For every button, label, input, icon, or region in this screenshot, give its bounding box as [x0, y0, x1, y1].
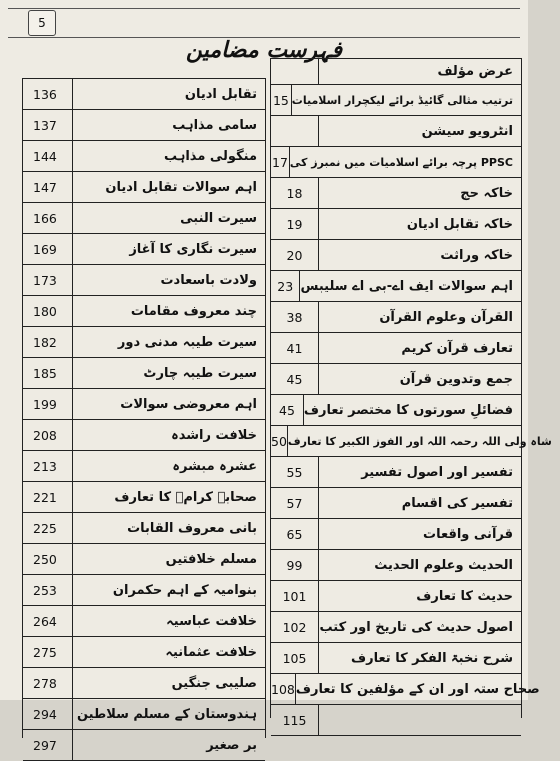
toc-right-column	[270, 58, 552, 728]
page-title: فہرست مضامین	[186, 38, 342, 63]
toc-row	[271, 550, 521, 581]
toc-page-number: 38	[271, 302, 319, 332]
toc-row	[271, 488, 521, 519]
toc-page-number: 275	[23, 637, 73, 667]
toc-row	[23, 389, 265, 420]
toc-topic: صحابہ کرامؓ کا تعارف	[114, 489, 257, 505]
toc-page-number: 278	[23, 668, 73, 698]
toc-page-number: 136	[23, 79, 73, 109]
toc-topic: مسلم خلافتیں	[165, 551, 257, 567]
toc-page-number: 297	[23, 730, 73, 760]
toc-topic: ترتیب مثالی گائیڈ برائے لیکچرار اسلامیات	[291, 93, 513, 107]
toc-row	[271, 643, 521, 674]
toc-page-number: 18	[271, 178, 319, 208]
toc-row	[23, 544, 265, 575]
toc-page-number: 108	[271, 674, 296, 704]
toc-page-number: 264	[23, 606, 73, 636]
toc-page-number: 144	[23, 141, 73, 171]
toc-row	[23, 203, 265, 234]
toc-topic: فضائلِ سورتوں کا مختصر تعارف	[303, 402, 513, 418]
toc-row	[271, 85, 521, 116]
toc-page-number: 180	[23, 296, 73, 326]
toc-row	[271, 271, 521, 302]
toc-page-number: 185	[23, 358, 73, 388]
toc-row	[23, 79, 265, 110]
toc-row	[23, 482, 265, 513]
toc-row	[23, 420, 265, 451]
toc-row	[271, 581, 521, 612]
toc-row	[271, 705, 521, 736]
toc-page-number: 169	[23, 234, 73, 264]
toc-row	[23, 141, 265, 172]
toc-page-number: 137	[23, 110, 73, 140]
toc-topic: انٹرویو سیشن	[421, 123, 513, 139]
toc-topic: صحاح ستہ اور ان کے مؤلفین کا تعارف	[295, 681, 540, 697]
toc-topic: بانی معروف القابات	[127, 520, 257, 536]
toc-page-number: 20	[271, 240, 319, 270]
toc-row	[23, 668, 265, 699]
toc-topic: ہندوستان کے مسلم سلاطین	[76, 706, 257, 722]
toc-topic: خلافت عباسیہ	[166, 613, 257, 629]
toc-row	[23, 451, 265, 482]
toc-topic: شرح نخبۃ الفکر کا تعارف	[351, 650, 513, 666]
toc-topic: سیرت طیبہ چارٹ	[143, 365, 257, 381]
toc-page-number: 19	[271, 209, 319, 239]
toc-topic: تفسیر اور اصول تفسیر	[361, 464, 513, 480]
toc-topic: بر صغیر	[206, 737, 257, 753]
toc-topic: جمع وتدوین قرآن	[399, 371, 513, 387]
toc-page-number: 99	[271, 550, 319, 580]
toc-page-number: 45	[271, 395, 304, 425]
toc-topic: تعارف قرآن کریم	[401, 340, 513, 356]
toc-row	[271, 333, 521, 364]
toc-page-number: 213	[23, 451, 73, 481]
toc-topic: القرآن وعلوم القرآن	[379, 309, 513, 325]
toc-row	[271, 209, 521, 240]
toc-row	[271, 519, 521, 550]
toc-topic: شاہ ولی اللہ رحمہ اللہ اور الفوز الکبیر کا تعارف	[287, 434, 552, 448]
toc-topic: اہم معروضی سوالات	[120, 396, 257, 412]
toc-row	[271, 302, 521, 333]
toc-topic: سیرت النبی	[180, 210, 257, 226]
toc-left-column	[22, 78, 266, 753]
toc-topic: منگولی مذاہب	[163, 148, 257, 164]
toc-topic: اہم سوالات ایف اے-بی اے سلیبس	[300, 278, 513, 294]
toc-page-number: 105	[271, 643, 319, 673]
toc-row	[23, 327, 265, 358]
toc-row	[271, 395, 521, 426]
toc-page-number	[271, 59, 319, 84]
toc-row	[23, 296, 265, 327]
toc-topic: سیرت نگاری کا آغاز	[129, 241, 257, 257]
toc-page-number: 173	[23, 265, 73, 295]
toc-topic: خاکہ تقابل ادیان	[406, 216, 513, 232]
toc-page-number: 166	[23, 203, 73, 233]
toc-row	[23, 172, 265, 203]
toc-page-number: 45	[271, 364, 319, 394]
toc-row	[23, 110, 265, 141]
toc-row	[271, 457, 521, 488]
toc-page-number: 199	[23, 389, 73, 419]
toc-page-number: 55	[271, 457, 319, 487]
toc-topic: ولادت باسعادت	[160, 272, 257, 288]
toc-topic: الحدیث وعلوم الحدیث	[374, 557, 513, 573]
toc-page-number	[271, 116, 319, 146]
toc-topic: قرآنی واقعات	[423, 526, 513, 542]
toc-topic: سامی مذاہب	[172, 117, 257, 133]
toc-row	[23, 637, 265, 668]
toc-page-number: 182	[23, 327, 73, 357]
toc-topic: اہم سوالات تقابل ادیان	[105, 179, 257, 195]
toc-topic: صلیبی جنگیں	[171, 675, 257, 691]
toc-row	[23, 358, 265, 389]
toc-page-number: 294	[23, 699, 73, 729]
toc-page-number: 102	[271, 612, 319, 642]
toc-row	[271, 674, 540, 705]
toc-row	[23, 606, 265, 637]
toc-row	[23, 575, 265, 606]
toc-page-number: 115	[271, 705, 319, 735]
toc-row	[271, 59, 521, 85]
toc-topic: خاکہ وراثت	[440, 247, 513, 263]
toc-topic: تقابل ادیان	[184, 86, 257, 102]
toc-page-number: 50	[271, 426, 288, 456]
toc-row	[271, 147, 521, 178]
toc-page-number: 250	[23, 544, 73, 574]
toc-row	[23, 513, 265, 544]
toc-row	[271, 178, 521, 209]
toc-page-number: 101	[271, 581, 319, 611]
toc-row	[23, 265, 265, 296]
toc-topic: بنوامیہ کے اہم حکمران	[112, 582, 257, 598]
toc-topic: خاکہ حج	[460, 185, 513, 201]
toc-row	[271, 426, 552, 457]
toc-topic: حدیث کا تعارف	[416, 588, 513, 604]
toc-topic	[319, 705, 521, 735]
toc-page-number: 225	[23, 513, 73, 543]
toc-topic: PPSC پرچہ برائے اسلامیات میں نمبرز کی	[289, 155, 513, 169]
toc-topic: اصول حدیث کی تاریخ اور کتب	[319, 619, 513, 635]
toc-topic: چند معروف مقامات	[130, 303, 257, 319]
toc-page-number: 17	[271, 147, 290, 177]
page-number: 5	[28, 10, 56, 36]
toc-topic: عشرہ مبشرہ	[172, 458, 257, 474]
toc-row	[23, 699, 265, 730]
toc-topic: خلافت عثمانیہ	[165, 644, 257, 660]
toc-topic: خلافت راشدہ	[171, 427, 257, 443]
toc-page-number: 23	[271, 271, 300, 301]
toc-row	[271, 116, 521, 147]
toc-row	[23, 234, 265, 265]
toc-row	[23, 730, 265, 761]
toc-page-number: 41	[271, 333, 319, 363]
toc-page-number: 57	[271, 488, 319, 518]
toc-page-number: 65	[271, 519, 319, 549]
toc-page-number: 147	[23, 172, 73, 202]
toc-page-number: 208	[23, 420, 73, 450]
toc-page-number: 253	[23, 575, 73, 605]
header-rule	[8, 8, 520, 38]
toc-topic: تفسیر کی اقسام	[401, 495, 513, 511]
toc-row	[271, 612, 521, 643]
toc-page-number: 221	[23, 482, 73, 512]
toc-row	[271, 240, 521, 271]
toc-row	[271, 364, 521, 395]
toc-topic: عرض مؤلف	[437, 64, 513, 79]
toc-page-number: 15	[271, 85, 292, 115]
toc-topic: سیرت طیبہ مدنی دور	[117, 334, 257, 350]
